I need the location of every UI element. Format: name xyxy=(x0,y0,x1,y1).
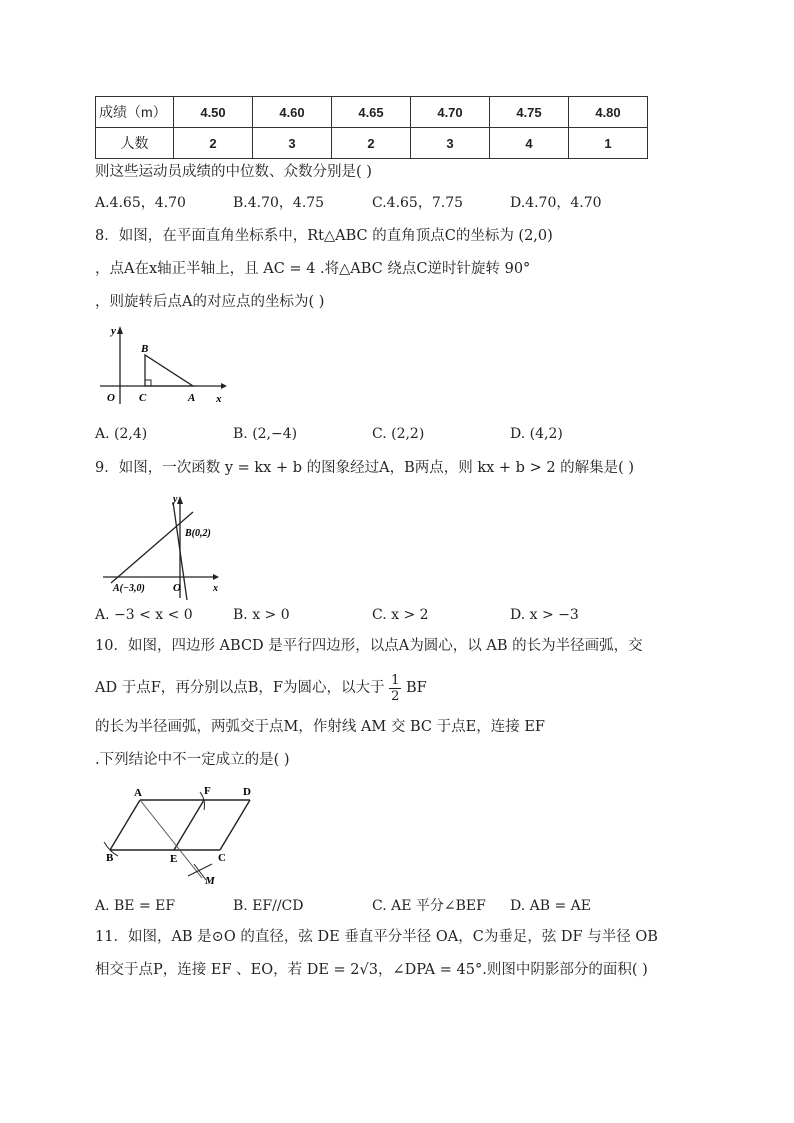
q8-figure xyxy=(95,320,230,410)
label-x: x xyxy=(216,393,222,405)
y-axis-arrow-icon xyxy=(177,496,183,504)
q8-option-b: B. (2,−4) xyxy=(233,426,298,442)
label-c: C xyxy=(139,392,147,404)
q9-option-c: C. x > 2 xyxy=(372,607,429,623)
table-cell: 3 xyxy=(253,128,332,159)
label-y: y xyxy=(173,494,178,505)
label-m: M xyxy=(205,875,215,887)
segment-dc xyxy=(220,800,250,850)
table-cell: 3 xyxy=(411,128,490,159)
ray-am xyxy=(140,800,202,878)
q10-option-d: D. AB = AE xyxy=(510,898,591,914)
table-row xyxy=(96,128,648,159)
label-a: A xyxy=(134,787,142,799)
q7-option-b: B.4.70，4.75 xyxy=(233,195,325,211)
table-cell: 4.50 xyxy=(174,97,253,128)
label-f: F xyxy=(204,785,211,797)
q10-option-c: C. AE 平分∠BEF xyxy=(372,898,486,914)
label-b: B xyxy=(141,343,149,355)
label-o: O xyxy=(173,582,181,594)
label-b: B xyxy=(106,852,114,864)
label-d: D xyxy=(243,786,251,798)
table-cell: 1 xyxy=(569,128,648,159)
q9-figure xyxy=(95,490,225,605)
q9-line-1: 9．如图，一次函数 y = kx + b 的图象经过A，B两点，则 kx + b > 2 的解集是( ) xyxy=(95,460,635,476)
q7-option-c: C.4.65，7.75 xyxy=(372,195,464,211)
label-x: x xyxy=(213,583,218,594)
q11-line-2: 相交于点P，连接 EF 、EO，若 DE = 2√3，∠DPA = 45°.则图中阴影部分的面积( ) xyxy=(95,962,648,978)
table-cell: 4.70 xyxy=(411,97,490,128)
label-o: O xyxy=(107,392,115,404)
table-row xyxy=(96,97,648,128)
q10-line-2-post: BF xyxy=(405,680,427,696)
segment-ef xyxy=(174,800,204,850)
q9-option-d: D. x > −3 xyxy=(510,607,579,623)
table-cell: 4.80 xyxy=(569,97,648,128)
q10-line-3: 的长为半径画弧，两弧交于点M，作射线 AM 交 BC 于点E，连接 EF xyxy=(95,719,545,735)
label-e: E xyxy=(170,853,178,865)
label-b: B(0,2) xyxy=(185,528,211,539)
table-cell: 4.65 xyxy=(332,97,411,128)
right-angle-mark xyxy=(145,380,151,386)
q10-line-1: 10．如图，四边形 ABCD 是平行四边形，以点A为圆心，以 AB 的长为半径画弧，交 xyxy=(95,638,643,654)
table-header-label: 成绩（m） xyxy=(96,97,174,128)
q11-line-1: 11．如图，AB 是⊙O 的直径，弦 DE 垂直平分半径 OA，C为垂足，弦 DF 与半径 OB xyxy=(95,929,658,945)
q10-line-2 xyxy=(95,672,427,704)
label-c: C xyxy=(218,852,226,864)
line-ab xyxy=(111,512,193,583)
q10-figure xyxy=(100,780,260,890)
score-table xyxy=(95,96,648,159)
q8-line-3: ，则旋转后点A的对应点的坐标为( ) xyxy=(95,294,325,310)
q8-option-d: D. (4,2) xyxy=(510,426,563,442)
q7-option-a: A.4.65，4.70 xyxy=(95,195,186,211)
q10-line-4: .下列结论中不一定成立的是( ) xyxy=(95,752,290,768)
x-axis-arrow-icon xyxy=(213,574,219,580)
table-cell: 4.60 xyxy=(253,97,332,128)
q7-option-d: D.4.70，4.70 xyxy=(510,195,602,211)
table-cell: 2 xyxy=(174,128,253,159)
triangle-abc xyxy=(145,355,193,386)
label-a: A(−3,0) xyxy=(113,583,145,594)
table-cell: 2 xyxy=(332,128,411,159)
q10-option-a: A. BE = EF xyxy=(95,898,176,914)
q10-line-2-pre: AD 于点F，再分别以点B，F为圆心，以大于 xyxy=(95,680,385,696)
q7-stem: 则这些运动员成绩的中位数、众数分别是( ) xyxy=(95,164,372,180)
fraction xyxy=(389,673,401,704)
segment-ab xyxy=(110,800,140,850)
table-cell: 4.75 xyxy=(490,97,569,128)
fraction-denominator: 2 xyxy=(391,688,400,704)
q8-line-2: ，点A在x轴正半轴上，且 AC = 4 .将△ABC 绕点C逆时针旋转 90° xyxy=(95,261,531,277)
label-y: y xyxy=(111,325,116,337)
q10-option-b: B. EF//CD xyxy=(233,898,304,914)
q8-option-c: C. (2,2) xyxy=(372,426,425,442)
table-row-label: 人数 xyxy=(96,128,174,159)
q8-line-1: 8．如图，在平面直角坐标系中，Rt△ABC 的直角顶点C的坐标为 (2,0) xyxy=(95,228,553,244)
fraction-numerator: 1 xyxy=(391,672,400,688)
x-axis-arrow-icon xyxy=(221,383,227,389)
label-a: A xyxy=(188,392,196,404)
y-axis-arrow-icon xyxy=(117,326,123,334)
q9-option-a: A. −3 < x < 0 xyxy=(95,607,193,623)
table-cell: 4 xyxy=(490,128,569,159)
q9-option-b: B. x > 0 xyxy=(233,607,290,623)
q8-option-a: A. (2,4) xyxy=(95,426,148,442)
